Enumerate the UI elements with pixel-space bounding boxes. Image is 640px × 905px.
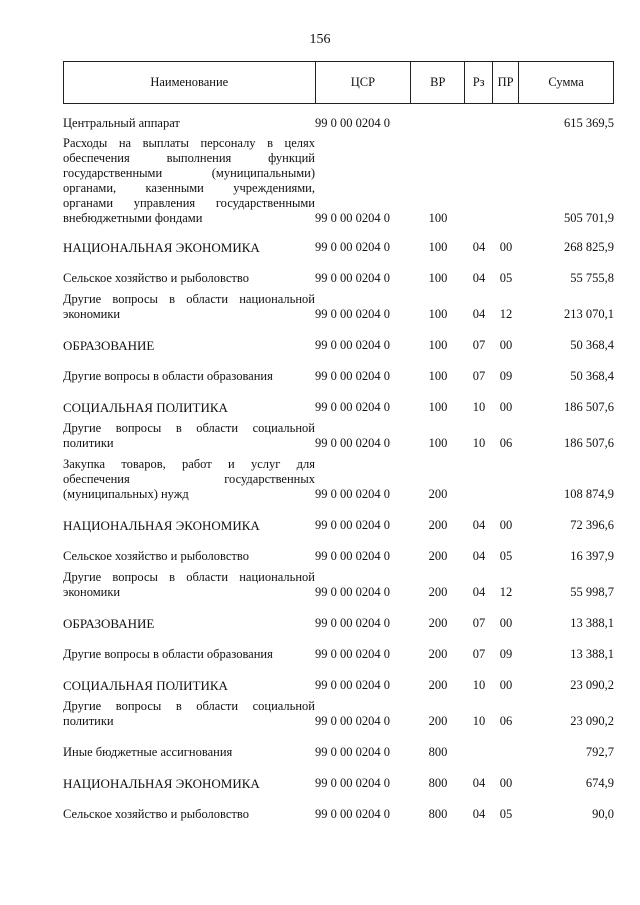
cell-csr: 99 0 00 0204 0 — [315, 616, 390, 630]
cell-pr: 06 — [499, 714, 513, 728]
cell-pr: 09 — [499, 647, 513, 661]
cell-name: Другие вопросы в области национальной экономики — [63, 292, 315, 321]
cell-rz: 04 — [472, 807, 486, 821]
cell-csr: 99 0 00 0204 0 — [315, 338, 390, 352]
cell-name: Другие вопросы в области социальной политики — [63, 699, 315, 728]
cell-sum: 268 825,9 — [564, 240, 614, 254]
cell-vr: 100 — [428, 369, 448, 383]
table-row — [63, 616, 614, 631]
cell-rz: 04 — [472, 240, 486, 254]
header-pr: ПР — [493, 62, 519, 104]
cell-sum: 186 507,6 — [564, 400, 614, 414]
cell-pr: 12 — [499, 307, 513, 321]
cell-rz: 10 — [472, 400, 486, 414]
cell-csr: 99 0 00 0204 0 — [315, 807, 390, 821]
cell-csr: 99 0 00 0204 0 — [315, 518, 390, 532]
table-row — [63, 647, 614, 662]
cell-csr: 99 0 00 0204 0 — [315, 745, 390, 759]
cell-sum: 50 368,4 — [570, 369, 614, 383]
cell-rz: 10 — [472, 436, 486, 450]
table-row — [63, 421, 614, 451]
cell-vr: 100 — [428, 436, 448, 450]
cell-sum: 16 397,9 — [570, 549, 614, 563]
cell-vr: 200 — [428, 714, 448, 728]
cell-sum: 72 396,6 — [570, 518, 614, 532]
cell-pr — [493, 457, 519, 502]
row-spacer — [63, 384, 614, 400]
cell-name: Сельское хозяйство и рыболовство — [63, 271, 249, 285]
cell-rz: 04 — [472, 307, 486, 321]
cell-name: Другие вопросы в области национальной экономики — [63, 570, 315, 599]
cell-rz: 07 — [472, 647, 486, 661]
cell-sum: 13 388,1 — [570, 616, 614, 630]
row-spacer — [63, 322, 614, 338]
table-row — [63, 338, 614, 353]
cell-name: НАЦИОНАЛЬНАЯ ЭКОНОМИКА — [63, 240, 260, 255]
row-spacer — [63, 600, 614, 616]
page-number: 156 — [309, 32, 331, 47]
cell-csr: 99 0 00 0204 0 — [315, 400, 390, 414]
cell-name: Другие вопросы в области образования — [63, 647, 273, 661]
table-row — [63, 400, 614, 415]
cell-pr — [493, 136, 519, 226]
cell-pr: 00 — [499, 518, 513, 532]
cell-sum: 23 090,2 — [570, 714, 614, 728]
cell-rz: 07 — [472, 369, 486, 383]
cell-vr: 800 — [428, 745, 448, 759]
cell-pr: 00 — [499, 240, 513, 254]
cell-vr: 800 — [428, 776, 448, 790]
cell-vr: 200 — [428, 585, 448, 599]
row-spacer — [63, 226, 614, 240]
cell-rz: 07 — [472, 616, 486, 630]
cell-vr: 200 — [428, 647, 448, 661]
cell-csr: 99 0 00 0204 0 — [315, 487, 390, 501]
cell-sum: 55 998,7 — [570, 585, 614, 599]
table-row — [63, 807, 614, 822]
cell-sum: 108 874,9 — [564, 487, 614, 501]
row-spacer — [63, 662, 614, 678]
cell-name: Другие вопросы в области образования — [63, 369, 273, 383]
cell-vr: 100 — [428, 338, 448, 352]
table-row — [63, 292, 614, 322]
cell-sum: 55 755,8 — [570, 271, 614, 285]
cell-pr: 05 — [499, 807, 513, 821]
cell-pr: 00 — [499, 678, 513, 692]
row-spacer — [63, 533, 614, 549]
cell-vr: 100 — [428, 271, 448, 285]
cell-name: Сельское хозяйство и рыболовство — [63, 807, 249, 821]
cell-pr: 05 — [499, 271, 513, 285]
cell-name: СОЦИАЛЬНАЯ ПОЛИТИКА — [63, 678, 228, 693]
table-row — [63, 518, 614, 533]
cell-rz — [465, 745, 493, 760]
cell-rz — [465, 457, 493, 502]
cell-pr: 00 — [499, 400, 513, 414]
cell-csr: 99 0 00 0204 0 — [315, 678, 390, 692]
cell-rz: 07 — [472, 338, 486, 352]
cell-sum: 674,9 — [585, 776, 614, 790]
cell-csr: 99 0 00 0204 0 — [315, 307, 390, 321]
cell-vr: 800 — [428, 807, 448, 821]
cell-vr: 200 — [428, 487, 448, 501]
cell-rz — [465, 136, 493, 226]
cell-csr: 99 0 00 0204 0 — [315, 116, 390, 130]
cell-csr: 99 0 00 0204 0 — [315, 549, 390, 563]
cell-csr: 99 0 00 0204 0 — [315, 647, 390, 661]
cell-csr: 99 0 00 0204 0 — [315, 436, 390, 450]
table-row — [63, 457, 614, 502]
cell-csr: 99 0 00 0204 0 — [315, 585, 390, 599]
header-csr: ЦСР — [315, 62, 411, 104]
cell-csr: 99 0 00 0204 0 — [315, 714, 390, 728]
cell-name: Центральный аппарат — [63, 116, 180, 130]
row-spacer — [63, 760, 614, 776]
table-row — [63, 776, 614, 791]
cell-name: СОЦИАЛЬНАЯ ПОЛИТИКА — [63, 400, 228, 415]
table-row — [63, 549, 614, 564]
header-rz: Рз — [465, 62, 493, 104]
cell-vr: 100 — [428, 400, 448, 414]
table-row — [63, 116, 614, 131]
cell-vr: 200 — [428, 549, 448, 563]
cell-pr: 09 — [499, 369, 513, 383]
row-spacer — [63, 631, 614, 647]
table-header — [63, 61, 614, 104]
cell-name: НАЦИОНАЛЬНАЯ ЭКОНОМИКА — [63, 776, 260, 791]
budget-table — [63, 110, 614, 822]
cell-pr: 12 — [499, 585, 513, 599]
cell-rz: 04 — [472, 585, 486, 599]
cell-pr: 00 — [499, 776, 513, 790]
cell-vr — [411, 116, 465, 131]
cell-sum: 90,0 — [592, 807, 614, 821]
cell-sum: 186 507,6 — [564, 436, 614, 450]
cell-name: НАЦИОНАЛЬНАЯ ЭКОНОМИКА — [63, 518, 260, 533]
cell-vr: 200 — [428, 616, 448, 630]
table-row — [63, 745, 614, 760]
cell-vr: 100 — [428, 240, 448, 254]
cell-name: ОБРАЗОВАНИЕ — [63, 338, 155, 353]
table-row — [63, 369, 614, 384]
table-row — [63, 678, 614, 693]
cell-rz: 10 — [472, 714, 486, 728]
table-row — [63, 271, 614, 286]
cell-pr — [493, 116, 519, 131]
cell-rz: 04 — [472, 518, 486, 532]
table-row — [63, 136, 614, 226]
cell-name: Закупка товаров, работ и услуг для обеспечения государственных (муниципальных) нужд — [63, 457, 315, 501]
cell-rz: 04 — [472, 776, 486, 790]
row-spacer — [63, 729, 614, 745]
cell-vr: 200 — [428, 518, 448, 532]
row-spacer — [63, 353, 614, 369]
cell-sum: 615 369,5 — [564, 116, 614, 130]
cell-name: ОБРАЗОВАНИЕ — [63, 616, 155, 631]
header-sum: Сумма — [519, 62, 614, 104]
cell-csr: 99 0 00 0204 0 — [315, 240, 390, 254]
table-row — [63, 570, 614, 600]
cell-rz: 10 — [472, 678, 486, 692]
cell-sum: 792,7 — [585, 745, 614, 759]
table-row — [63, 699, 614, 729]
row-spacer — [63, 791, 614, 807]
cell-csr: 99 0 00 0204 0 — [315, 271, 390, 285]
cell-rz — [465, 116, 493, 131]
cell-vr: 100 — [428, 307, 448, 321]
cell-sum: 50 368,4 — [570, 338, 614, 352]
cell-csr: 99 0 00 0204 0 — [315, 776, 390, 790]
row-spacer — [63, 255, 614, 271]
table-row — [63, 240, 614, 255]
cell-name: Иные бюджетные ассигнования — [63, 745, 233, 759]
cell-pr: 05 — [499, 549, 513, 563]
cell-sum: 13 388,1 — [570, 647, 614, 661]
cell-pr — [493, 745, 519, 760]
header-name: Наименование — [64, 62, 316, 104]
cell-pr: 00 — [499, 616, 513, 630]
cell-sum: 213 070,1 — [564, 307, 614, 321]
cell-rz: 04 — [472, 549, 486, 563]
cell-sum: 505 701,9 — [564, 211, 614, 225]
cell-vr: 100 — [428, 211, 448, 225]
cell-pr: 06 — [499, 436, 513, 450]
cell-name: Сельское хозяйство и рыболовство — [63, 549, 249, 563]
cell-sum: 23 090,2 — [570, 678, 614, 692]
cell-name: Расходы на выплаты персоналу в целях обеспечения выполнения функций государственными (муниципальными) органами, казенными учреждениями, органами управления государственными внебюджетными фондами — [63, 136, 315, 225]
cell-vr: 200 — [428, 678, 448, 692]
row-spacer — [63, 502, 614, 518]
header-vr: ВР — [411, 62, 465, 104]
cell-csr: 99 0 00 0204 0 — [315, 211, 390, 225]
cell-name: Другие вопросы в области социальной политики — [63, 421, 315, 450]
cell-rz: 04 — [472, 271, 486, 285]
cell-pr: 00 — [499, 338, 513, 352]
cell-csr: 99 0 00 0204 0 — [315, 369, 390, 383]
